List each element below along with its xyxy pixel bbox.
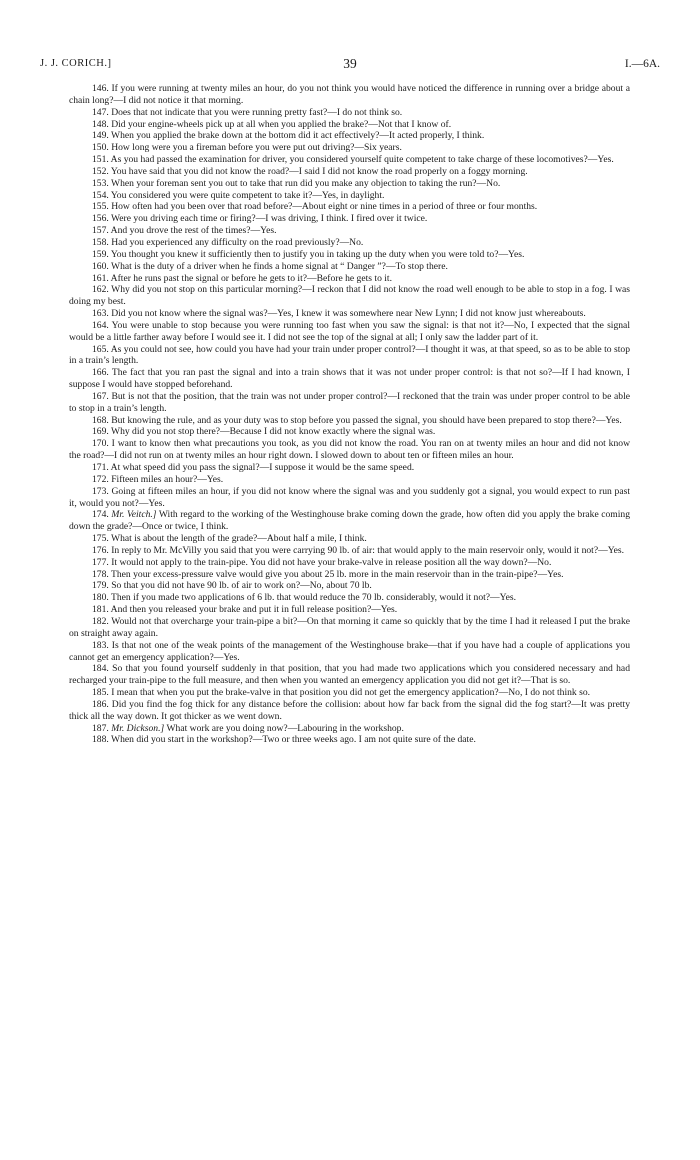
testimony-entry [69,107,630,119]
testimony-entry [69,154,630,166]
question-number: 187. [92,722,109,734]
testimony-entry [69,178,630,190]
entry-text: 175. What is about the length of the grade?—About half a mile, I think. [92,533,367,545]
testimony-entry [69,190,630,202]
entry-text: 149. When you applied the brake down at the bottom did it act effectively?—It acted properly, I think. [92,130,485,142]
entry-text: 154. You considered you were quite competent to take it?—Yes, in daylight. [92,189,385,201]
testimony-entry [69,225,630,237]
testimony-entry [69,237,630,249]
entry-text: 168. But knowing the rule, and as your duty was to stop before you passed the signal, you should have been prepared to stop there?—Yes. [92,414,622,426]
testimony-entry [69,533,630,545]
testimony-entry [69,130,630,142]
entry-text: 179. So that you did not have 90 lb. of air to work on?—No, about 70 lb. [92,580,372,592]
testimony-entry [69,509,630,533]
testimony-entry [69,201,630,213]
testimony-entry [69,273,630,285]
entry-text: 184. So that you found yourself suddenly in that position, that you had made two applications which you considered necessary and had recharged your train-pipe to the full measure, and then when you wanted an emergency application you did not get it?—That is so. [69,663,630,687]
testimony-entry [69,142,630,154]
question-number: 174. [92,509,109,521]
entry-text: 183. Is that not one of the weak points of the management of the Westinghouse brake—that if you have had a couple of applications you cannot get an emergency application?—Yes. [69,639,630,663]
entry-text: 162. Why did you not stop on this particular morning?—I reckon that I did not know the road well enough to be able to stop in a fog. I was doing my best. [69,284,630,308]
entry-text: 155. How often had you been over that road before?—About eight or nine times in a period of three or four months. [92,201,538,213]
entry-text: 147. Does that not indicate that you were running pretty fast?—I do not think so. [92,106,403,118]
testimony-entry [69,249,630,261]
entry-text: With regard to the working of the Westinghouse brake coming down the grade, how often did you apply the brake coming down the grade?—Once or twice, I think. [69,509,631,533]
entry-text: 164. You were unable to stop because you were running too fast when you saw the signal: is that not it?—No, I expected that the signal would be a little farther away before I would see it. I did not see the top of the signal at all; I only saw the ladder part of it. [69,319,630,343]
entry-text: 172. Fifteen miles an hour?—Yes. [92,473,224,485]
entry-text: 169. Why did you not stop there?—Because I did not know exactly where the signal was. [92,426,436,438]
testimony-entry [69,391,630,415]
entry-text: 182. Would not that overcharge your train-pipe a bit?—On that morning it came so quickly that by the time I had it released I put the brake on straight away again. [69,615,630,639]
speaker-name: Mr. Dickson.] [111,722,165,734]
testimony-entry [69,166,630,178]
entry-text: 170. I want to know then what precautions you took, as you did not know the road. You ran on at twenty miles an hour and did not know the road?—I did not run on at twenty miles an hour right down. I slowed down to about ten or fifteen miles an hour. [69,438,630,462]
entry-text: 185. I mean that when you put the brake-valve in that position you did not get the emergency application?—No, I do not think so. [92,687,591,699]
testimony-entry [69,687,630,699]
testimony-entry [69,438,630,462]
testimony-entry [69,604,630,616]
entry-text: 152. You have said that you did not know the road?—I said I did not know the road properly on a foggy morning. [92,165,528,177]
testimony-entry [69,367,630,391]
testimony-entry [69,545,630,557]
testimony-entry [69,119,630,131]
entry-text: 165. As you could not see, how could you have had your train under proper control?—I thought it was, at that speed, so as to be able to stop in a train’s length. [69,343,630,367]
testimony-entry [69,723,630,735]
testimony-entry [69,486,630,510]
document-reference: I.—6A. [624,58,660,70]
entry-text: 176. In reply to Mr. McVilly you said that you were carrying 90 lb. of air: that would apply to the main reservoir only, would it not?—Yes. [92,544,625,556]
entry-text: 171. At what speed did you pass the signal?—I suppose it would be the same speed. [92,462,415,473]
testimony-entry [69,557,630,569]
testimony-entry [69,734,630,746]
testimony-entry [69,426,630,438]
entry-text: 166. The fact that you ran past the signal and into a train shows that it was not under proper control: is that not so?—If I had known, I suppose I would have stopped beforehand. [69,367,630,391]
entry-text: 150. How long were you a fireman before you were put out driving?—Six years. [92,142,402,154]
entry-text: 160. What is the duty of a driver when he finds a home signal at “ Danger ”?—To stop there. [92,260,448,272]
entry-text: What work are you doing now?—Labouring in the workshop. [166,722,404,734]
entry-text: 148. Did your engine-wheels pick up at all when you applied the brake?—Not that I know of. [92,118,452,130]
entry-text: 186. Did you find the fog thick for any distance before the collision: about how far back from the signal did the fog start?—It was pretty thick all the way down. It got thicker as we went down. [69,698,630,722]
testimony-entry [69,616,630,640]
testimony-entry [69,284,630,308]
page-number: 39 [343,56,357,71]
testimony-entry [69,663,630,687]
entry-text: 181. And then you released your brake and put it in full release position?—Yes. [92,604,398,616]
testimony-entry [69,640,630,664]
entry-text: 188. When did you start in the workshop?—Two or three weeks ago. I am not quite sure of the date. [92,734,476,746]
testimony-entry [69,213,630,225]
testimony-entry [69,261,630,273]
speaker-name: Mr. Veitch.] [111,509,157,521]
entry-text: 158. Had you experienced any difficulty on the road previously?—No. [92,236,364,248]
entry-text: 146. If you were running at twenty miles an hour, do you not think you would have noticed the difference in running over a bridge about a chain long?—I did not notice it that morning. [69,83,630,106]
testimony-entry [69,308,630,320]
testimony-entry [69,320,630,344]
page-header [40,58,660,74]
testimony-entry [69,569,630,581]
entry-text: 159. You thought you knew it sufficiently then to justify you in taking up the duty when you were told to?—Yes. [92,248,525,260]
entry-text: 157. And you drove the rest of the times?—Yes. [92,225,277,237]
entry-text: 156. Were you driving each time or firing?—I was driving, I think. I fired over it twice. [92,213,428,225]
entry-text: 178. Then your excess-pressure valve would give you about 25 lb. more in the main reservoir than in the train-pipe?—Yes. [92,568,564,580]
entry-text: 177. It would not apply to the train-pipe. You did not have your brake-valve in release position all the way down?—No. [92,556,552,568]
entry-text: 163. Did you not know where the signal was?—Yes, I knew it was somewhere near New Lynn; I did not know just whereabouts. [92,308,586,320]
entry-text: 180. Then if you made two applications of 6 lb. that would reduce the 70 lb. considerably, would it not?—Yes. [92,592,517,604]
testimony-entry [69,462,630,474]
entry-text: 167. But is not that the position, that the train was not under proper control?—I reckoned that the train was under proper control to be able to stop in a train’s length. [69,390,630,414]
testimony-entry [69,580,630,592]
testimony-entry [69,344,630,368]
entry-text: 151. As you had passed the examination for driver, you considered yourself quite competent to take charge of these locomotives?—Yes. [92,154,614,166]
testimony-entry [69,699,630,723]
testimony-entry [69,415,630,427]
entry-text: 153. When your foreman sent you out to take that run did you make any objection to taking the run?—No. [92,177,501,189]
testimony-entry [69,592,630,604]
testimony-entry [69,474,630,486]
entry-text: 161. After he runs past the signal or before he gets to it?—Before he gets to it. [92,272,392,284]
entry-text: 173. Going at fifteen miles an hour, if you did not know where the signal was and you suddenly got a signal, you would expect to run past it, would you not?—Yes. [69,485,630,509]
testimony-body [69,83,630,746]
witness-name: J. J. CORICH.] [40,58,112,69]
testimony-entry [69,83,630,107]
